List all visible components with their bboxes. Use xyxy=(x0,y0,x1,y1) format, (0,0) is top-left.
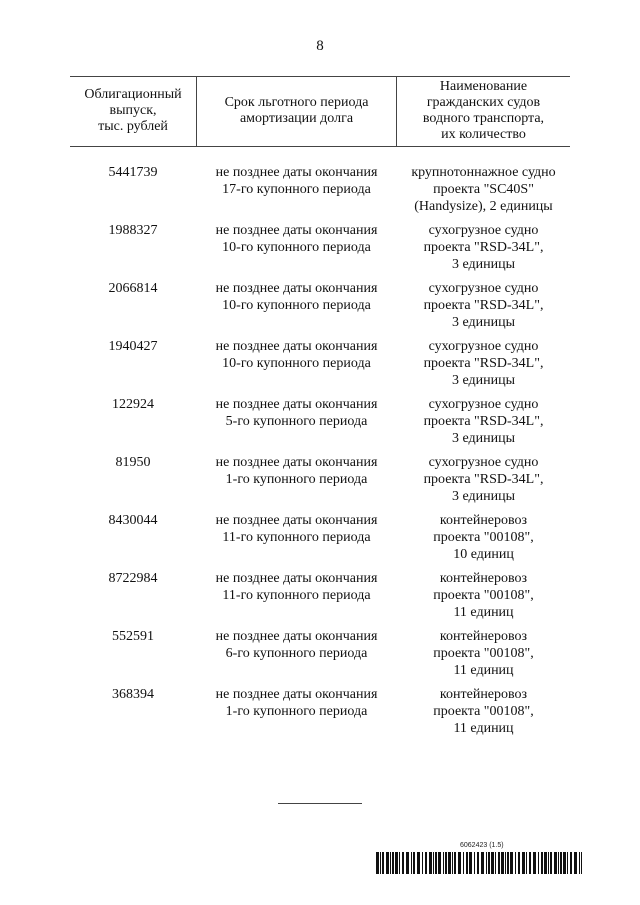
table-row xyxy=(70,512,570,570)
header-grace-period: Срок льготного периода амортизации долга xyxy=(224,95,369,126)
barcode-bar xyxy=(541,852,543,874)
barcode-bar xyxy=(417,852,420,874)
barcode-bar xyxy=(570,852,572,874)
barcode-bar xyxy=(448,852,451,874)
cell-bond-amount: 368394 xyxy=(112,687,154,702)
table-row xyxy=(70,396,570,454)
cell-vessels: сухогрузное судно проекта "RSD-34L", 3 единицы xyxy=(423,339,544,388)
cell-grace-period: не позднее даты окончания 1-го купонного периода xyxy=(215,687,378,719)
barcode-bar xyxy=(538,852,539,874)
cell-bond-amount: 1988327 xyxy=(108,223,158,238)
table-row xyxy=(70,570,570,628)
cell-vessels: контейнеровоз проекта "00108", 10 единиц xyxy=(433,513,534,562)
cell-bond-amount: 8430044 xyxy=(108,513,158,528)
table-row xyxy=(70,222,570,280)
barcode-bar xyxy=(425,852,427,874)
barcode-bar xyxy=(507,852,509,874)
barcode-bar xyxy=(522,852,525,874)
barcode-bar xyxy=(458,852,461,874)
barcode-bar xyxy=(501,852,504,874)
barcode-bar xyxy=(550,852,552,874)
barcode-bar xyxy=(376,852,379,874)
cell-bond-amount: 5441739 xyxy=(108,165,158,180)
table-body xyxy=(70,164,570,744)
cell-grace-period: не позднее даты окончания 10-го купонного периода xyxy=(215,339,378,371)
document-code: 6062423 (1.5) xyxy=(460,842,504,849)
barcode-bar xyxy=(411,852,412,874)
barcode-bar xyxy=(495,852,496,874)
barcode-bar xyxy=(474,852,475,874)
cell-bond-amount: 81950 xyxy=(115,455,151,470)
barcode-bar xyxy=(529,852,531,874)
barcode-bar xyxy=(563,852,566,874)
table-header-bottom-rule xyxy=(70,146,570,147)
barcode-bar xyxy=(579,852,580,874)
table-row xyxy=(70,628,570,686)
barcode-bar xyxy=(581,852,582,874)
barcode-image xyxy=(376,852,582,874)
cell-vessels: контейнеровоз проекта "00108", 11 единиц xyxy=(433,687,534,736)
cell-vessels: сухогрузное судно проекта "RSD-34L", 3 единицы xyxy=(423,455,544,504)
barcode-bar xyxy=(445,852,447,874)
barcode-bar xyxy=(491,852,494,874)
cell-bond-amount: 552591 xyxy=(112,629,154,644)
cell-vessels: контейнеровоз проекта "00108", 11 единиц xyxy=(433,629,534,678)
barcode-bar xyxy=(392,852,394,874)
cell-grace-period: не позднее даты окончания 5-го купонного периода xyxy=(215,397,378,429)
barcode-bar xyxy=(433,852,434,874)
barcode-bar xyxy=(486,852,487,874)
barcode-bar xyxy=(429,852,432,874)
barcode-bar xyxy=(533,852,536,874)
barcode-bar xyxy=(390,852,391,874)
barcode-bar xyxy=(526,852,527,874)
barcode-bar xyxy=(402,852,404,874)
table-row xyxy=(70,338,570,396)
barcode-bar xyxy=(515,852,516,874)
cell-grace-period: не позднее даты окончания 11-го купонного периода xyxy=(215,571,378,603)
header-bond-issue: Облигационный выпуск, тыс. рублей xyxy=(84,87,182,134)
barcode-bar xyxy=(498,852,500,874)
barcode-bar xyxy=(574,852,577,874)
barcode-bar xyxy=(443,852,444,874)
barcode-bar xyxy=(544,852,547,874)
barcode-bar xyxy=(481,852,484,874)
barcode-bar xyxy=(382,852,384,874)
cell-grace-period: не позднее даты окончания 11-го купонного периода xyxy=(215,513,378,545)
barcode-bar xyxy=(567,852,568,874)
cell-grace-period: не позднее даты окончания 6-го купонного периода xyxy=(215,629,378,661)
cell-grace-period: не позднее даты окончания 17-го купонного периода xyxy=(215,165,378,197)
page-number: 8 xyxy=(316,38,324,54)
cell-vessels: контейнеровоз проекта "00108", 11 единиц xyxy=(433,571,534,620)
barcode-bar xyxy=(505,852,506,874)
barcode-bar xyxy=(469,852,472,874)
cell-grace-period: не позднее даты окончания 10-го купонного периода xyxy=(215,223,378,255)
barcode-bar xyxy=(454,852,456,874)
table-row xyxy=(70,280,570,338)
table-row xyxy=(70,164,570,222)
table-row xyxy=(70,454,570,512)
barcode-bar xyxy=(380,852,381,874)
barcode-bar xyxy=(435,852,437,874)
barcode-bar xyxy=(399,852,400,874)
header-vessels: Наименование гражданских судов водного транспорта, их количество xyxy=(422,79,545,142)
barcode-bar xyxy=(452,852,453,874)
barcode-bar xyxy=(406,852,409,874)
barcode-bar xyxy=(413,852,415,874)
barcode-bar xyxy=(422,852,423,874)
cell-grace-period: не позднее даты окончания 10-го купонного периода xyxy=(215,281,378,313)
cell-bond-amount: 1940427 xyxy=(108,339,158,354)
footnote-separator xyxy=(278,803,362,804)
barcode-bar xyxy=(554,852,557,874)
cell-grace-period: не позднее даты окончания 1-го купонного периода xyxy=(215,455,378,487)
barcode-bar xyxy=(438,852,441,874)
barcode-bar xyxy=(560,852,562,874)
barcode-bar xyxy=(386,852,389,874)
cell-vessels: крупнотоннажное судно проекта "SC40S" (Handysize), 2 единицы xyxy=(411,165,556,214)
barcode-bar xyxy=(488,852,490,874)
table-row xyxy=(70,686,570,744)
barcode-bar xyxy=(463,852,464,874)
cell-vessels: сухогрузное судно проекта "RSD-34L", 3 единицы xyxy=(423,223,544,272)
cell-vessels: сухогрузное судно проекта "RSD-34L", 3 единицы xyxy=(423,397,544,446)
barcode-bar xyxy=(558,852,559,874)
cell-bond-amount: 122924 xyxy=(112,397,154,412)
barcode-bar xyxy=(518,852,520,874)
barcode-bar xyxy=(477,852,479,874)
barcode-bar xyxy=(395,852,398,874)
barcode-bar xyxy=(548,852,549,874)
cell-vessels: сухогрузное судно проекта "RSD-34L", 3 единицы xyxy=(423,281,544,330)
barcode-bar xyxy=(466,852,468,874)
cell-bond-amount: 8722984 xyxy=(108,571,158,586)
barcode-bar xyxy=(510,852,513,874)
cell-bond-amount: 2066814 xyxy=(108,281,158,296)
